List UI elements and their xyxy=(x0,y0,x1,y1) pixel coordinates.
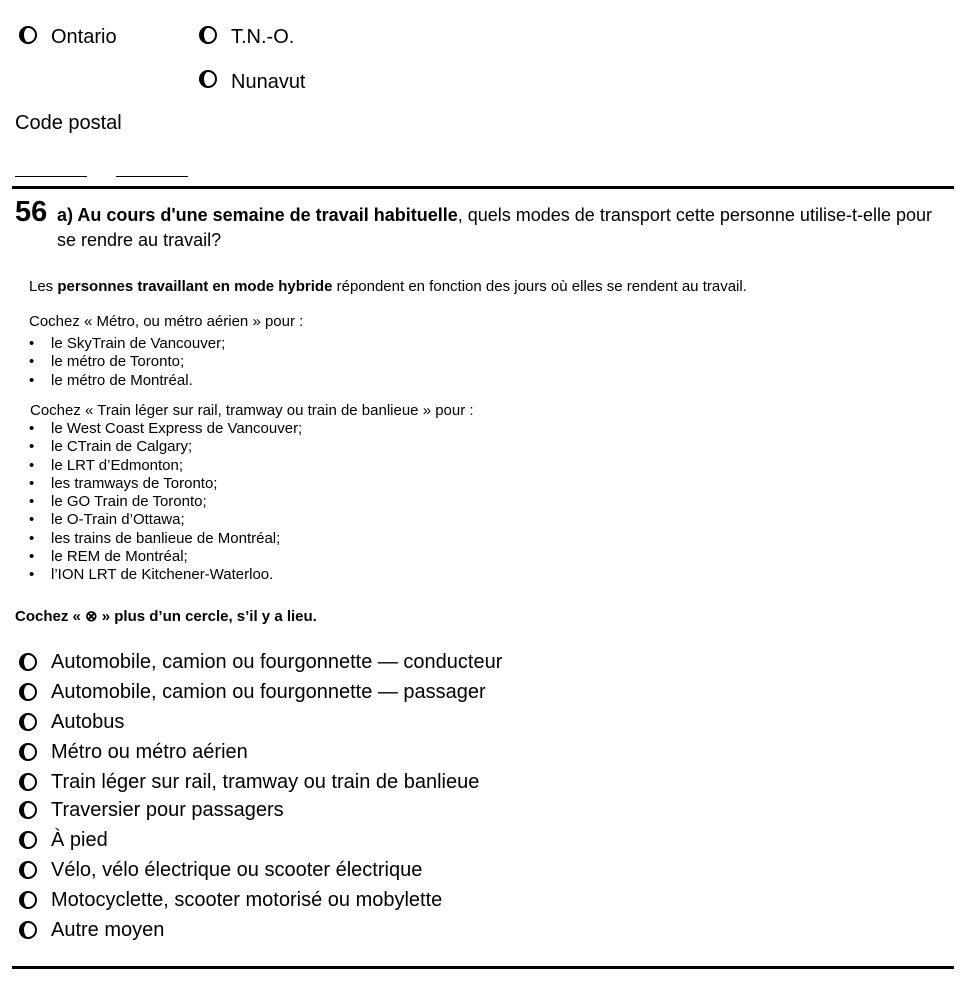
list-item: • l’ION LRT de Kitchener-Waterloo. xyxy=(29,566,302,584)
option-label: Vélo, vélo électrique ou scooter électrique xyxy=(51,859,423,881)
list-item: • le LRT d’Edmonton; xyxy=(29,457,302,475)
ontario-label: Ontario xyxy=(51,26,117,48)
option-label: Automobile, camion ou fourgonnette — passager xyxy=(51,681,486,703)
option-label: Traversier pour passagers xyxy=(51,799,284,821)
section-divider-top xyxy=(12,186,954,189)
option-radio[interactable] xyxy=(19,743,37,761)
hybrid-rest: répondent en fonction des jours où elles se rendent au travail. xyxy=(332,278,747,295)
nunavut-radio[interactable] xyxy=(199,70,217,88)
tno-radio[interactable] xyxy=(199,26,217,44)
hybrid-instruction xyxy=(29,278,747,297)
option-label: À pied xyxy=(51,829,108,851)
list-item: • les tramways de Toronto; xyxy=(29,475,302,493)
hybrid-prefix: Les xyxy=(29,278,58,295)
question-title-rest: , quels modes de transport cette personne utilise-t-elle pour se rendre au travail? xyxy=(57,205,932,250)
option-label: Métro ou métro aérien xyxy=(51,741,248,763)
option-label: Motocyclette, scooter motorisé ou mobylette xyxy=(51,889,443,911)
metro-intro: Cochez « Métro, ou métro aérien » pour : xyxy=(29,313,304,330)
hybrid-bold: personnes travaillant en mode hybride xyxy=(57,278,333,295)
option-label: Autre moyen xyxy=(51,919,165,941)
option-radio[interactable] xyxy=(19,921,37,939)
option-label: Train léger sur rail, tramway ou train de banlieue xyxy=(51,771,480,793)
list-item: • le West Coast Express de Vancouver; xyxy=(29,420,302,438)
list-item: • le GO Train de Toronto; xyxy=(29,493,302,511)
option-radio[interactable] xyxy=(19,801,37,819)
option-label: Autobus xyxy=(51,711,125,733)
question-number: 56 xyxy=(15,196,48,228)
postal-code-label: Code postal xyxy=(15,112,122,134)
list-item: • les trains de banlieue de Montréal; xyxy=(29,530,302,548)
train-intro: Cochez « Train léger sur rail, tramway ou train de banlieue » pour : xyxy=(30,402,474,419)
list-item: • le REM de Montréal; xyxy=(29,548,302,566)
train-list xyxy=(29,420,302,585)
nunavut-label: Nunavut xyxy=(231,71,306,93)
option-radio[interactable] xyxy=(19,683,37,701)
option-label: Automobile, camion ou fourgonnette — conducteur xyxy=(51,651,503,673)
option-radio[interactable] xyxy=(19,653,37,671)
metro-list xyxy=(29,335,225,390)
ontario-radio[interactable] xyxy=(19,26,37,44)
question-title xyxy=(57,203,949,253)
postal-code-field-1[interactable] xyxy=(15,176,87,177)
option-radio[interactable] xyxy=(19,713,37,731)
question-title-bold: a) Au cours d'une semaine de travail habituelle xyxy=(57,205,458,225)
option-radio[interactable] xyxy=(19,831,37,849)
option-radio[interactable] xyxy=(19,891,37,909)
list-item: • le O-Train d’Ottawa; xyxy=(29,511,302,529)
tno-label: T.N.-O. xyxy=(231,26,295,48)
postal-code-field-2[interactable] xyxy=(116,176,188,177)
check-note: Cochez « ⊗ » plus d’un cercle, s’il y a lieu. xyxy=(15,608,317,625)
list-item: • le métro de Toronto; xyxy=(29,353,225,371)
list-item: • le métro de Montréal. xyxy=(29,372,225,390)
option-radio[interactable] xyxy=(19,861,37,879)
option-radio[interactable] xyxy=(19,773,37,791)
list-item: • le CTrain de Calgary; xyxy=(29,438,302,456)
section-divider-bottom xyxy=(12,966,954,969)
list-item: • le SkyTrain de Vancouver; xyxy=(29,335,225,353)
